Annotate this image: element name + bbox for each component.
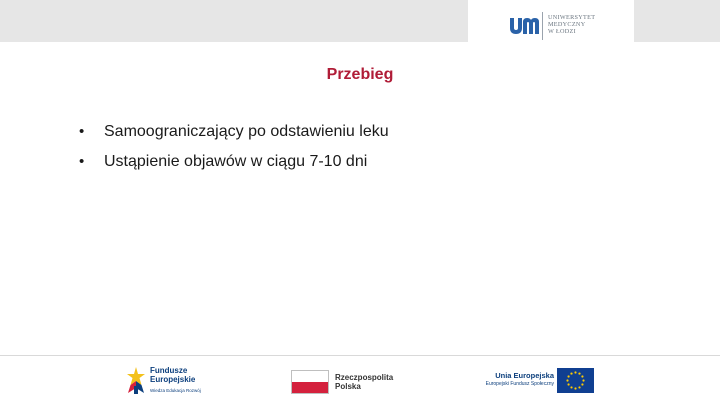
ue-title: Unia Europejska — [495, 371, 554, 380]
um-logo-icon — [508, 14, 544, 36]
bullet-item — [74, 147, 389, 177]
rp-text — [335, 373, 393, 391]
eu-star-icon — [574, 371, 576, 373]
rp-line-2: Polska — [335, 382, 361, 391]
bullet-item — [74, 117, 389, 147]
university-name — [548, 14, 595, 36]
unia-europejska-logo — [474, 368, 596, 396]
bullet-text: Samoograniczający po odstawieniu leku — [104, 123, 389, 140]
university-name-line-2: MEDYCZNY — [548, 21, 586, 29]
fundusze-text — [150, 366, 201, 395]
fundusze-star-icon — [124, 364, 148, 394]
eu-star-icon — [581, 383, 583, 385]
ue-subtitle: Europejski Fundusz Społeczny — [485, 381, 554, 387]
eu-star-icon — [581, 375, 583, 377]
fundusze-line-2: Europejskie — [150, 375, 196, 384]
bullet-text: Ustąpienie objawów w ciągu 7-10 dni — [104, 153, 368, 170]
eu-flag-icon — [557, 368, 594, 393]
polish-flag-icon — [291, 370, 329, 394]
footer-divider — [0, 355, 720, 356]
bullet-list — [74, 117, 389, 177]
eu-star-icon — [582, 379, 584, 381]
ue-text — [474, 371, 554, 389]
rzeczpospolita-polska-logo — [291, 368, 411, 396]
fundusze-subtitle: Wiedza Edukacja Rozwój — [150, 388, 201, 393]
eu-star-icon — [570, 372, 572, 374]
slide-title: Przebieg — [326, 66, 394, 83]
bullet-icon: • — [79, 153, 85, 170]
rp-line-1: Rzeczpospolita — [335, 373, 394, 382]
eu-star-icon — [566, 379, 568, 381]
fundusze-europejskie-logo — [124, 364, 234, 396]
eu-star-icon — [567, 375, 569, 377]
university-name-line-3: W ŁODZI — [548, 28, 576, 36]
eu-star-icon — [567, 383, 569, 385]
university-name-line-1: UNIWERSYTET — [548, 14, 596, 21]
fundusze-line-1: Fundusze — [150, 366, 188, 375]
eu-star-icon — [578, 386, 580, 388]
eu-star-icon — [570, 386, 572, 388]
bullet-icon: • — [79, 123, 85, 140]
eu-star-icon — [574, 387, 576, 389]
logo-divider — [542, 12, 543, 40]
eu-star-icon — [578, 372, 580, 374]
